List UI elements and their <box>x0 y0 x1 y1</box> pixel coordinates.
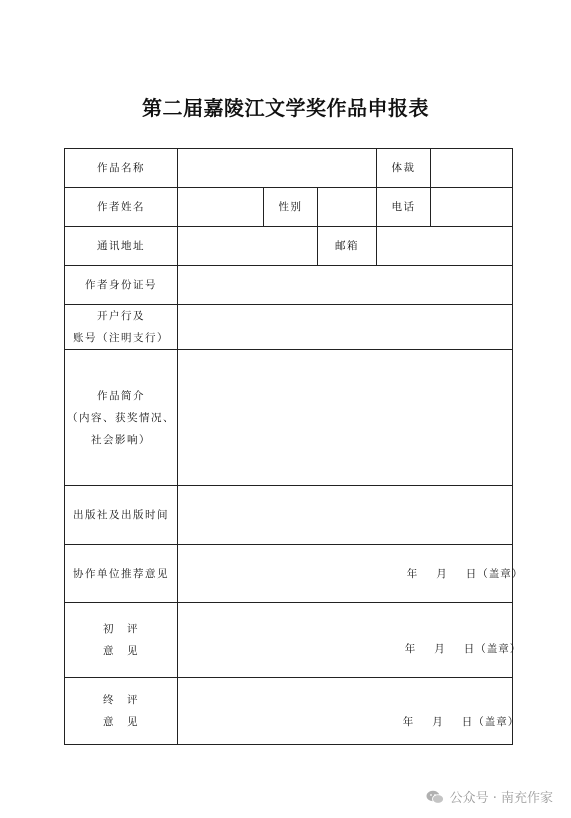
final-review-month: 月 <box>432 716 444 728</box>
row-author <box>65 188 513 227</box>
work-name-label: 作品名称 <box>65 149 178 188</box>
first-review-day-seal: 日（盖章） <box>463 643 522 655</box>
row-final-review <box>65 678 513 745</box>
id-number-field[interactable] <box>178 266 513 305</box>
row-publisher <box>65 486 513 545</box>
watermark <box>426 787 553 806</box>
publisher-label: 出版社及出版时间 <box>65 486 178 545</box>
final-review-year: 年 <box>402 716 415 728</box>
postcode-field[interactable] <box>377 227 513 266</box>
page-title: 第二届嘉陵江文学奖作品申报表 <box>142 96 429 120</box>
genre-label: 体裁 <box>377 149 431 188</box>
bank-account-field[interactable] <box>178 305 513 350</box>
recommend-month: 月 <box>436 568 448 580</box>
address-field[interactable] <box>178 227 318 266</box>
recommend-year: 年 <box>406 568 419 580</box>
intro-label-line3: 社会影响） <box>91 433 151 446</box>
gender-field[interactable] <box>318 188 377 227</box>
intro-label <box>65 350 178 486</box>
first-review-line1: 初 评 <box>103 623 139 635</box>
recommend-field[interactable] <box>178 545 524 603</box>
recommend-date-stamp <box>372 554 523 593</box>
address-label: 通讯地址 <box>65 227 178 266</box>
bank-label-line2: 账号（注明支行） <box>73 332 169 344</box>
row-address <box>65 227 513 266</box>
bank-label-line1: 开户行及 <box>97 310 145 322</box>
gender-label: 性别 <box>264 188 318 227</box>
final-review-line2: 意 见 <box>103 716 139 728</box>
row-first-review <box>65 603 513 678</box>
publisher-field[interactable] <box>178 486 513 545</box>
intro-label-line2: （内容、获奖情况、 <box>67 411 175 424</box>
row-bank <box>65 305 513 350</box>
final-review-line1: 终 评 <box>103 694 139 706</box>
intro-field[interactable] <box>178 350 513 486</box>
id-number-label: 作者身份证号 <box>65 266 178 305</box>
first-review-month: 月 <box>434 643 446 655</box>
author-name-field[interactable] <box>178 188 264 227</box>
final-review-day-seal: 日（盖章） <box>461 716 520 728</box>
first-review-label <box>65 603 178 678</box>
genre-field[interactable] <box>431 149 513 188</box>
row-recommend <box>65 545 513 603</box>
phone-label: 电话 <box>377 188 431 227</box>
recommend-day-seal: 日（盖章） <box>465 568 524 580</box>
author-name-label: 作者姓名 <box>65 188 178 227</box>
work-name-field[interactable] <box>178 149 377 188</box>
watermark-text: 公众号 · 南充作家 <box>449 791 553 806</box>
row-id-number <box>65 266 513 305</box>
final-review-label <box>65 678 178 745</box>
row-intro <box>65 350 513 486</box>
bank-label <box>65 305 178 350</box>
first-review-date-stamp <box>370 629 521 668</box>
first-review-field[interactable] <box>178 603 522 678</box>
final-review-date-stamp <box>368 702 519 741</box>
recommend-label: 协作单位推荐意见 <box>65 545 178 603</box>
row-work-name <box>65 149 513 188</box>
intro-label-line1: 作品简介 <box>97 389 145 402</box>
final-review-field[interactable] <box>178 678 520 745</box>
application-form-table <box>64 148 524 745</box>
wechat-icon <box>426 790 444 804</box>
first-review-line2: 意 见 <box>103 645 139 657</box>
postcode-label: 邮箱 <box>318 227 377 266</box>
phone-field[interactable] <box>431 188 513 227</box>
first-review-year: 年 <box>404 643 417 655</box>
